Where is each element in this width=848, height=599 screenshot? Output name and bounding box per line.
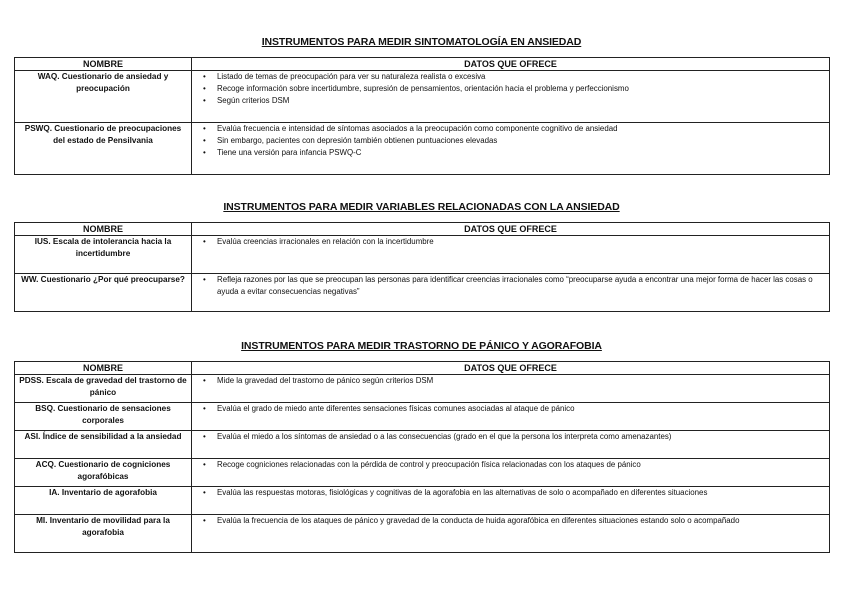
instruments-table xyxy=(14,361,830,553)
instruments-table xyxy=(14,57,830,175)
instrument-name: PSWQ. Cuestionario de preocupaciones del estado de Pensilvania xyxy=(15,123,192,175)
section-title: INSTRUMENTOS PARA MEDIR SINTOMATOLOGÍA EN ANSIEDAD xyxy=(261,36,582,48)
list-item: • Evalúa frecuencia e intensidad de síntomas asociados a la preocupación como componente cognitivo de ansiedad xyxy=(201,123,823,135)
list-item: • Sin embargo, pacientes con depresión también obtienen puntuaciones elevadas xyxy=(201,135,823,147)
table-row xyxy=(15,123,830,175)
list-item: • Refleja razones por las que se preocupan las personas para identificar creencias irracionales como “preocuparse ayuda a encontrar una mejor forma de hacer las cosas o ayuda a evitar consecuencias negativas” xyxy=(201,274,823,298)
instrument-data xyxy=(192,487,830,515)
column-header-name: NOMBRE xyxy=(15,58,192,71)
table-header-row xyxy=(15,58,830,71)
section-title: INSTRUMENTOS PARA MEDIR TRASTORNO DE PÁNICO Y AGORAFOBIA xyxy=(241,340,602,352)
instrument-data xyxy=(192,236,830,274)
list-item: • Recoge información sobre incertidumbre, supresión de pensamientos, orientación hacia el problema y perfeccionismo xyxy=(201,83,823,95)
table-row xyxy=(15,274,830,312)
instrument-data xyxy=(192,431,830,459)
column-header-data: DATOS QUE OFRECE xyxy=(192,223,830,236)
column-header-name: NOMBRE xyxy=(15,362,192,375)
instrument-name: WW. Cuestionario ¿Por qué preocuparse? xyxy=(15,274,192,312)
instrument-data xyxy=(192,375,830,403)
instruments-table xyxy=(14,222,830,312)
table-row xyxy=(15,487,830,515)
list-item: • Evalúa el grado de miedo ante diferentes sensaciones físicas comunes asociadas al ataque de pánico xyxy=(201,403,823,415)
list-item: • Evalúa las respuestas motoras, fisiológicas y cognitivas de la agorafobia en las alternativas de solo o acompañado en diferentes situaciones xyxy=(201,487,823,499)
instrument-name: WAQ. Cuestionario de ansiedad y preocupación xyxy=(15,71,192,123)
table-row xyxy=(15,431,830,459)
instrument-data xyxy=(192,123,830,175)
table-row xyxy=(15,459,830,487)
instrument-data xyxy=(192,71,830,123)
section-title: INSTRUMENTOS PARA MEDIR VARIABLES RELACIONADAS CON LA ANSIEDAD xyxy=(223,201,620,213)
table-row xyxy=(15,515,830,553)
column-header-data: DATOS QUE OFRECE xyxy=(192,362,830,375)
instrument-name: BSQ. Cuestionario de sensaciones corporales xyxy=(15,403,192,431)
section-variables-relacionadas xyxy=(14,200,829,312)
section-sintomatologia xyxy=(14,35,829,175)
section-panico-agorafobia xyxy=(14,339,829,553)
column-header-data: DATOS QUE OFRECE xyxy=(192,58,830,71)
instrument-name: ASI. Índice de sensibilidad a la ansiedad xyxy=(15,431,192,459)
table-row xyxy=(15,236,830,274)
instrument-data xyxy=(192,515,830,553)
list-item: • Evalúa la frecuencia de los ataques de pánico y gravedad de la conducta de huida agorafóbica en diferentes situaciones estando solo o acompañado xyxy=(201,515,823,527)
table-row xyxy=(15,403,830,431)
list-item: • Evalúa creencias irracionales en relación con la incertidumbre xyxy=(201,236,823,248)
instrument-name: IA. Inventario de agorafobia xyxy=(15,487,192,515)
instrument-name: ACQ. Cuestionario de cogniciones agorafóbicas xyxy=(15,459,192,487)
table-header-row xyxy=(15,362,830,375)
table-row xyxy=(15,71,830,123)
table-header-row xyxy=(15,223,830,236)
instrument-name: PDSS. Escala de gravedad del trastorno de pánico xyxy=(15,375,192,403)
instrument-data xyxy=(192,459,830,487)
instrument-name: IUS. Escala de intolerancia hacia la incertidumbre xyxy=(15,236,192,274)
instrument-data xyxy=(192,403,830,431)
column-header-name: NOMBRE xyxy=(15,223,192,236)
instrument-data xyxy=(192,274,830,312)
instrument-name: MI. Inventario de movilidad para la agorafobia xyxy=(15,515,192,553)
list-item: • Según criterios DSM xyxy=(201,95,823,107)
list-item: • Tiene una versión para infancia PSWQ-C xyxy=(201,147,823,159)
table-row xyxy=(15,375,830,403)
list-item: • Recoge cogniciones relacionadas con la pérdida de control y preocupación física relacionadas con los ataques de pánico xyxy=(201,459,823,471)
list-item: • Listado de temas de preocupación para ver su naturaleza realista o excesiva xyxy=(201,71,823,83)
list-item: • Evalúa el miedo a los síntomas de ansiedad o a las consecuencias (grado en el que la persona los interpreta como amenazantes) xyxy=(201,431,823,443)
list-item: • Mide la gravedad del trastorno de pánico según criterios DSM xyxy=(201,375,823,387)
